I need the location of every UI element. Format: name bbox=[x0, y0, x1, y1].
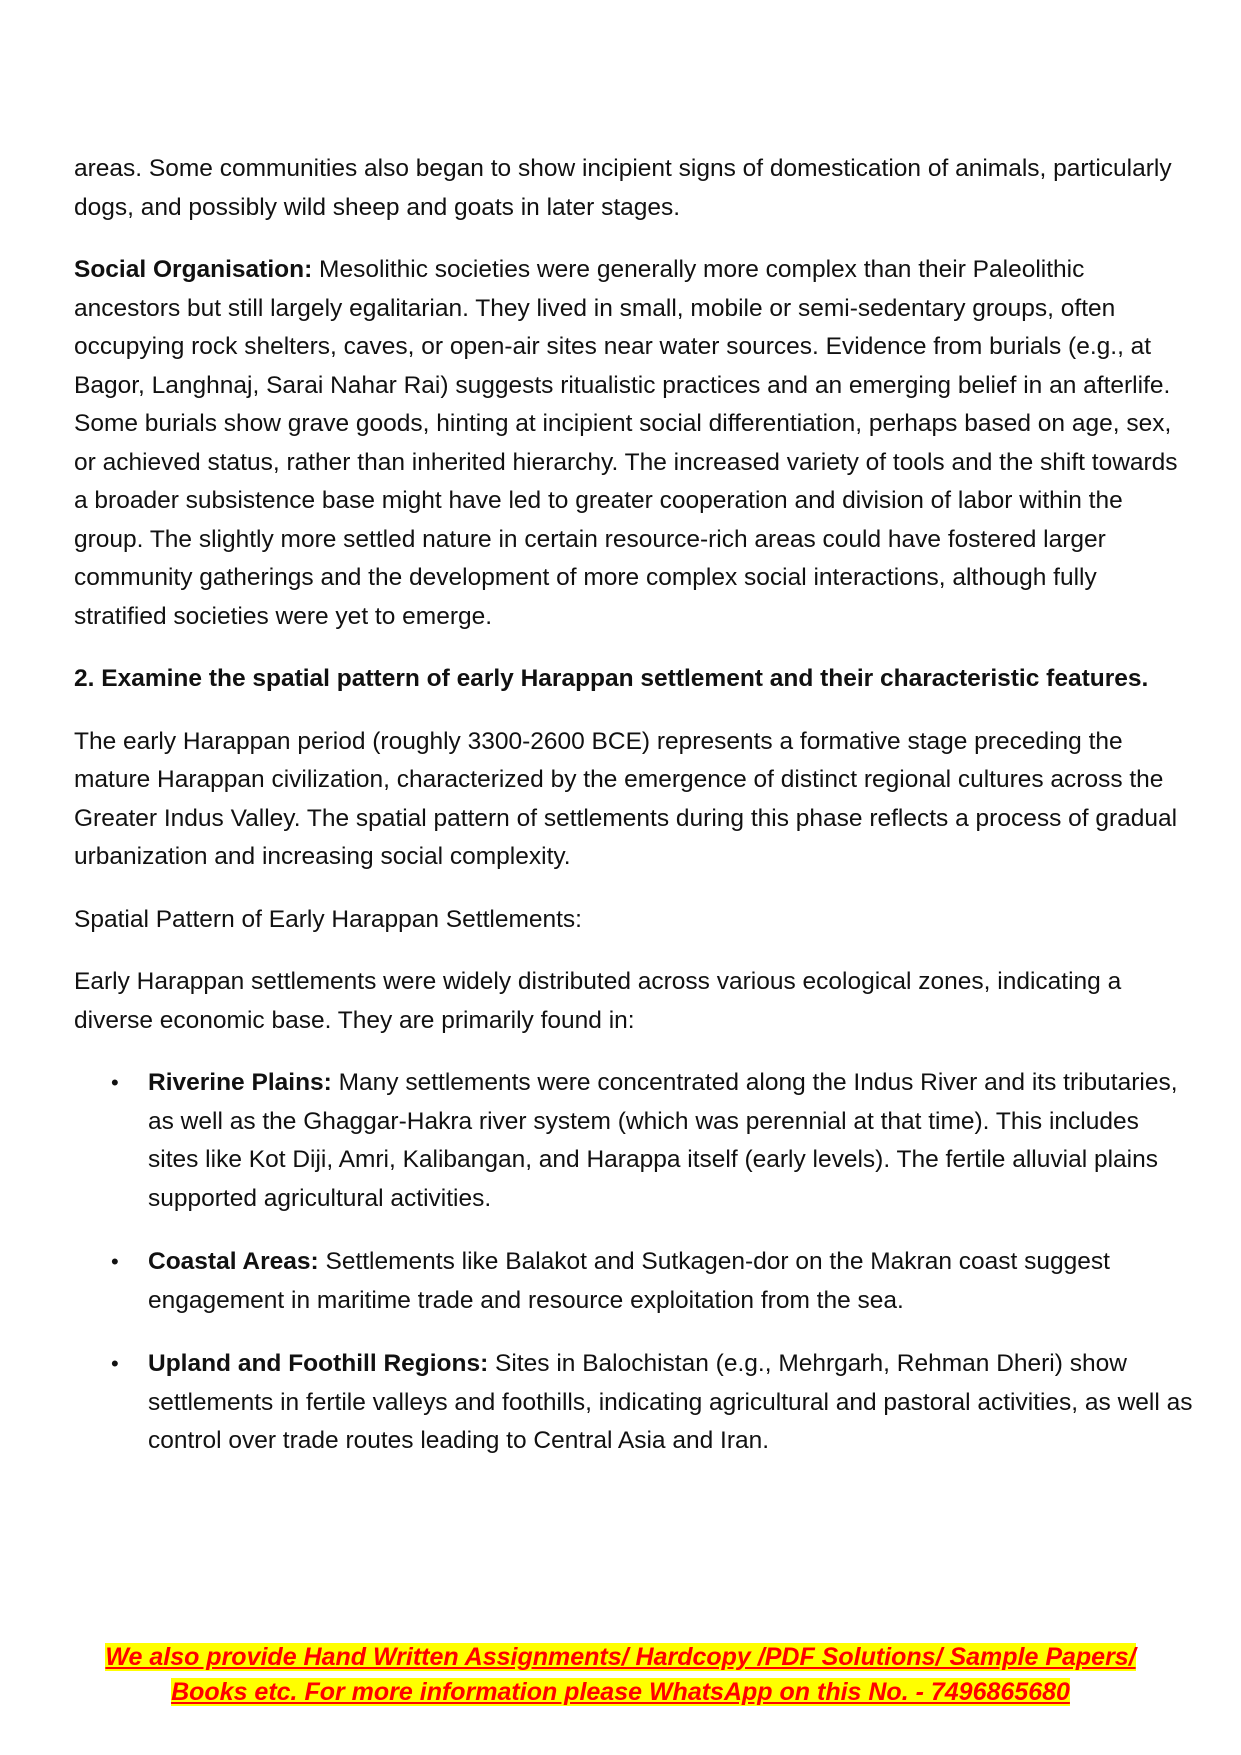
footer-advertisement bbox=[0, 1640, 1241, 1710]
bullet-icon: • bbox=[111, 1351, 119, 1376]
list-item-riverine-plains bbox=[74, 1064, 1194, 1218]
list-item-label: Coastal Areas: bbox=[148, 1248, 319, 1275]
settlement-zones-list bbox=[74, 1064, 1194, 1461]
bullet-icon: • bbox=[111, 1070, 119, 1095]
bullet-icon: • bbox=[111, 1249, 119, 1274]
list-item-coastal-areas bbox=[74, 1243, 1194, 1320]
list-item-upland-foothill bbox=[74, 1345, 1194, 1461]
social-organisation-text: Mesolithic societies were generally more complex than their Paleolithic ancestors but still largely egalitarian. They lived in small, mobile or semi-sedentary groups, often occupying rock shelters, caves, or open-air sites near water sources. Evidence from burials (e.g., at Bagor, Langhnaj, Sarai Nahar Rai) suggests ritualistic practices and an emerging belief in an afterlife. Some burials show grave goods, hinting at incipient social differentiation, perhaps based on age, sex, or achieved status, rather than inherited hierarchy. The increased variety of tools and the shift towards a broader subsistence base might have led to greater cooperation and division of labor within the group. The slightly more settled nature in certain resource-rich areas could have fostered larger community gatherings and the development of more complex social interactions, although fully stratified societies were yet to emerge. bbox=[74, 256, 1178, 630]
footer-line-1: We also provide Hand Written Assignments/ Hardcopy /PDF Solutions/ Sample Papers/ bbox=[105, 1643, 1136, 1671]
paragraph-distribution: Early Harappan settlements were widely distributed across various ecological zones, indicating a diverse economic base. They are primarily found in: bbox=[74, 968, 1122, 1034]
list-item-label: Upland and Foothill Regions: bbox=[148, 1350, 489, 1377]
question-heading: 2. Examine the spatial pattern of early Harappan settlement and their characteristic features. bbox=[74, 665, 1149, 692]
paragraph-intro: The early Harappan period (roughly 3300-2600 BCE) represents a formative stage preceding the mature Harappan civilization, characterized by the emergence of distinct regional cultures across the Greater Indus Valley. The spatial pattern of settlements during this phase reflects a process of gradual urbanization and increasing social complexity. bbox=[74, 727, 1178, 870]
list-item-label: Riverine Plains: bbox=[148, 1069, 332, 1096]
list-item-text: Many settlements were concentrated along the Indus River and its tributaries, as well as the Ghaggar-Hakra river system (which was perennial at that time). This includes sites like Kot Diji, Amri, Kalibangan, and Harappa itself (early levels). The fertile alluvial plains supported agricultural activities. bbox=[148, 1069, 1178, 1212]
spatial-pattern-heading: Spatial Pattern of Early Harappan Settlements: bbox=[74, 905, 582, 933]
paragraph-domestication: areas. Some communities also began to show incipient signs of domestication of animals, particularly dogs, and possibly wild sheep and goats in later stages. bbox=[74, 155, 1172, 221]
footer-line-2: Books etc. For more information please WhatsApp on this No. - 7496865680 bbox=[171, 1678, 1070, 1706]
list-item-text: Sites in Balochistan (e.g., Mehrgarh, Rehman Dheri) show settlements in fertile valleys and foothills, indicating agricultural and pastoral activities, as well as control over trade routes leading to Central Asia and Iran. bbox=[148, 1350, 1193, 1454]
paragraph-social-organisation bbox=[74, 251, 1194, 636]
social-organisation-label: Social Organisation: bbox=[74, 256, 313, 283]
document-page bbox=[74, 150, 1194, 1486]
list-item-text: Settlements like Balakot and Sutkagen-dor on the Makran coast suggest engagement in maritime trade and resource exploitation from the sea. bbox=[148, 1248, 1110, 1314]
